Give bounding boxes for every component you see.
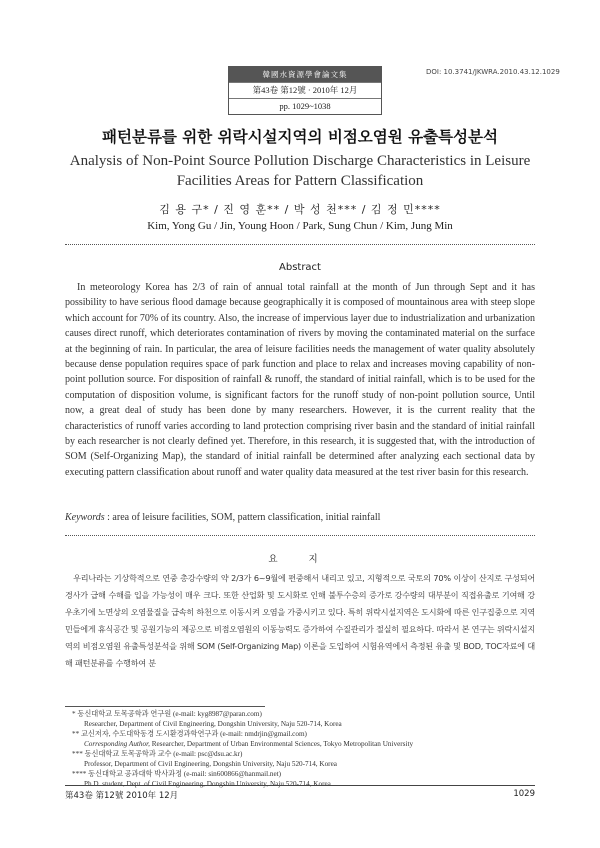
journal-volume-issue: 第43卷 第12號 · 2010年 12月 [229,82,381,98]
footer-rule [65,785,535,786]
footnote-line [72,709,532,719]
footnote-line [72,759,532,769]
footnote-text: * 동신대학교 토목공학과 연구원 (e-mail: kyg8987@paran.com) [72,710,262,718]
footnote-line [72,749,532,759]
keywords [65,512,535,523]
abstract-heading: Abstract [279,262,321,273]
footnote-italic-lead: Corresponding Author, [84,740,152,748]
footnotes [72,709,532,789]
footnote-rule [65,706,265,707]
footnote-line [72,729,532,739]
authors-korean: 김 용 구* / 진 영 훈** / 박 성 천*** / 김 정 민**** [159,203,441,216]
keywords-text: : area of leisure facilities, SOM, pattern classification, initial rainfall [107,512,381,523]
keywords-label: Keywords [65,512,105,523]
title-english: Analysis of Non-Point Source Pollution Discharge Characteristics in Leisure Facilities Areas for Pattern Classification [69,153,531,189]
footnote-text: **** 동신대학교 공과대학 박사과정 (e-mail: sin600866@hanmail.net) [72,770,282,778]
footnote-text: Ph.D. student, Dept. of Civil Engineering, Dongshin University, Naju 520-714, Korea [84,780,331,788]
footer-journal-info: 第43卷 第12號 2010年 12月 [65,791,179,801]
divider-top [65,244,535,245]
footnote-text: Professor, Department of Civil Engineering, Dongshin University, Naju 520-714, Korea [84,760,337,768]
footnote-text: Researcher, Department of Civil Engineering, Dongshin University, Naju 520-714, Korea [84,720,342,728]
divider-middle [65,535,535,536]
page-number: 1029 [513,789,535,799]
journal-name: 韓國水資源學會論文集 [229,67,381,82]
title-korean: 패턴분류를 위한 위락시설지역의 비점오염원 유출특성분석 [102,128,498,146]
journal-pages: pp. 1029~1038 [229,98,381,114]
abstract-body: In meteorology Korea has 2/3 of rain of annual total rainfall at the month of Jun through Sept and it has possibility to have serious flood damage because geographically it is composed of mountainous area with steep slope which account for 70% of its country. Also, the increase of impervious layer due to industrialization and urbanization causes direct runoff, which deteriorates contamination of rivers by moving the contaminated material on the surface at the beginning of rain. In particular, the area of leisure facilities needs the management of water quality absolutely because dense population requires space of park function and place to relax and increases moving capability of non-point pollution source. For disposition of rainfall & runoff, the standard of initial rainfall, which is to be used for the computation of disposition volume, is significant factors for the runoff study of non-point pollution source, Until now, a great deal of study has been done by many researchers. However, it is the current reality that the characteristics of runoff varies according to land protection comprising river basin and the standard of initial rainfall by each researcher is not clearly defined yet. Therefore, in this research, it is suggested that, with the introduction of SOM (Self-Organizing Map), the standard of initial rainfall be determined after analyzing each sectional data by executing pattern classification about runoff and water quality data measured at the test river basin for this research. [65,282,535,478]
yoji-heading: 요 지 [268,554,332,565]
footnote-line [72,739,532,749]
footnote-text: Researcher, Department of Urban Environmental Sciences, Tokyo Metropolitan University [151,740,414,748]
footnote-text: ** 교신저자, 수도대학동경 도시환경과학연구과 (e-mail: nmdrjin@gmail.com) [72,730,307,738]
footnote-line [72,779,532,789]
footnote-line [72,719,532,729]
doi-label: DOI: 10.3741/JKWRA.2010.43.12.1029 [426,68,560,76]
footnote-text: *** 동신대학교 토목공학과 교수 (e-mail: psc@dsu.ac.kr) [72,750,243,758]
journal-info-box [228,66,382,115]
footnote-line [72,769,532,779]
authors-english: Kim, Yong Gu / Jin, Young Hoon / Park, Sung Chun / Kim, Jung Min [147,220,453,232]
yoji-body: 우리나라는 기상학적으로 연중 총강수량의 약 2/3가 6~9월에 편중해서 내리고 있고, 지형적으로 국토의 70% 이상이 산지로 구성되어 경사가 급해 수해를 입을 가능성이 매우 크다. 또한 산업화 및 도시화로 인해 불투수층의 증가로 강수량의 대부분이 직접유출로 기여해 강우초기에 노면상의 오염물질을 급속히 하천으로 이동시켜 오염을 가중시키고 있다. 특히 위락시설지역은 도시화에 따른 인구집중으로 지역민들에게 휴식공간 및 공원기능의 제공으로 비점오염원의 이동능력도 증가하여 수질관리가 절실히 필요하다. 따라서 본 연구는 위락시설지역의 비점오염원 유출특성분석을 위해 SOM (Self-Organizing Map) 이론을 도입하여 시험유역에서 측정된 유출 및 BOD, TOC자료에 대해 패턴분류를 수행하여 분 [65,573,535,668]
